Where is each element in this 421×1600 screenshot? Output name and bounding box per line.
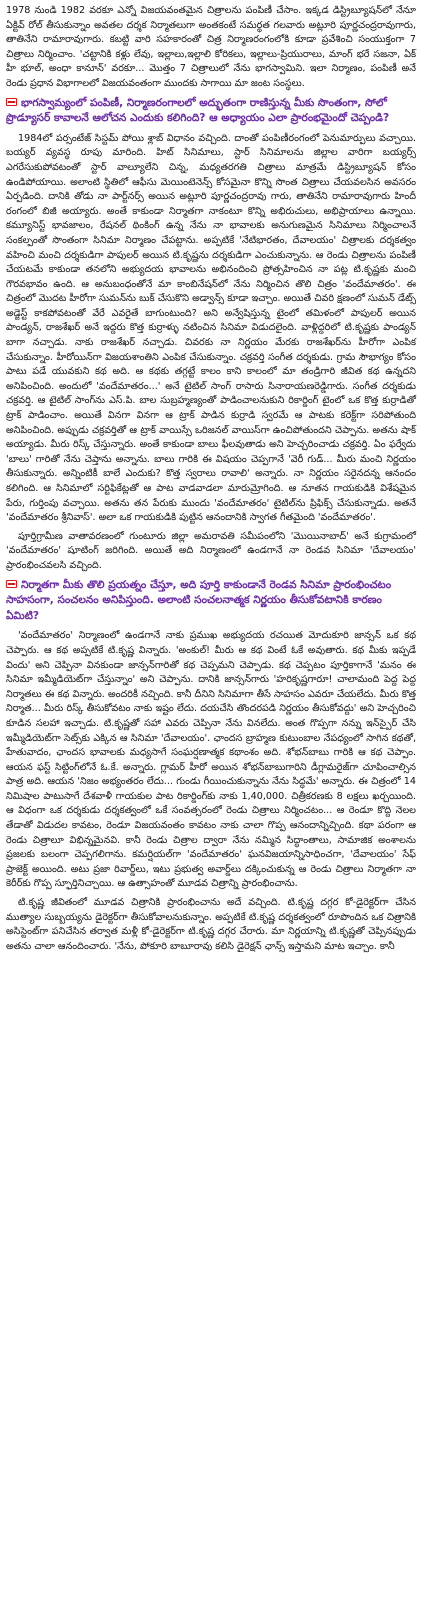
question-text: నిర్మాతగా మీకు తొలి ప్రయత్నం చేస్తూ, అది పూర్తి కాకుండానే రెండవ సినిమా ప్రారంభించటం సాహసంగా, సంచలనం అనిపిస్తుంది. అలాంటి సంచలనాత్మక నిర్ణయం తీసుకోవటానికి కారణం ఏమిటి? xyxy=(6,578,392,622)
article-paragraph: టి.కృష్ణ జీవితంలో మూడవ చిత్రానికి ప్రారంభించాను అదే వచ్చింది. టి.కృష్ణ దగ్గర కో-డైరెక్టర్‌గా చేసిన ముత్యాల సుబ్బయ్యను డైరెక్టర్‌గా తీసుకోవాలనుకున్నాం. అప్పటికే టి.కృష్ణ దర్శకత్వంలో రూపొందిన ఒక చిత్రానికి అసిస్టెంట్‌గా పనిచేసిన తర్వాత మళ్లీ కో-డైరెక్టర్‌గా టి.కృష్ణ దగ్గర చేరారు. మా నిర్ణయాన్ని టి.కృష్ణతో చెప్పినప్పుడు అతను చాలా ఆనందించారు. 'నేను, పోకూరి బాబూరావు కలిసి డైరెక్షన్ ఛాన్స్ ఇస్తామని మాట ఇచ్చాం. కానీ xyxy=(6,897,416,952)
article-paragraph: పూర్తిగ్రామీణ వాతావరణంలో గుంటూరు జిల్లా అమరావతి సమీపంలోని 'మొయినాబాద్' అనే కుగ్రామంలో 'వందేమాతరం' షూటింగ్ జరిగింది. అయితే అది నిర్మాణంలో ఉండగానే నా రెండవ సినిమా 'దేవాలయం' ప్రారంభించవలసి వచ్చింది. xyxy=(6,530,416,571)
red-rectangle-icon xyxy=(6,580,17,588)
article-paragraph: 1978 నుండి 1982 వరకూ ఎన్నో విజయవంతమైన చిత్రాలను పంపిణీ చేసాం. ఇక్కడ డిస్ట్రిబ్యూషన్‌లో నేనూ ఏక్టివ్ రోల్ తీసుకున్నాం అవతల దర్శక నిర్మాతలుగా అంతకంటే సమర్థత గలవారు అట్లూరి పూర్ణచంద్రరావుగారు, తాతినేని రామారావుగారు. కబట్టి వారి సహకారంతో చిత్ర నిర్మాణరంగంలోకి కూడా ప్రవేశించి సంయుక్తంగా 7 చిత్రాలు నిర్మించాం. 'చట్టానికి కళ్లు లేవు, ఇల్లాలు,ఇల్లాలి కోరికలు, ఇల్లాలు-ప్రియురాలు, మాంగ్ భరే సజనా, ఏక్ హీ భూల్, అంధా కానూన్' వరకూ... మొత్తం 7 చిత్రాలులో నేను భాగస్వామిని. ఇలా నిర్మాణం, పంపిణీ అనే రెండు ప్రధాన విభాగాలలో విజయవంతంగా ముందకు సాగాయి మా జంట సంస్థలు. xyxy=(6,5,416,89)
article-paragraph: 'వందేమాతరం' నిర్మాణంలో ఉండగానే నాకు ప్రముఖ అభ్యుదయ రచయిత మోదుకూరి జాన్సన్ ఒక కథ చెప్పారు. ఆ కథ అప్పటికే టి.కృష్ణ విన్నారు. 'అంకుల్! మీరు ఆ కథ వింటే ఓకే అవుతారు. కథ మీకు ఇప్పడే విందు' అని చెప్పినా వినకుండా జాన్సన్‌గారితో కథ చెప్పమని చెప్పాడు. కథ చెప్పటం పూర్తికాగానే 'మనం ఈ సినిమా ఇమ్మీడియెట్‌గా చేస్తున్నాం' అని చెప్పాను. దానికి జాన్సన్‌గారు 'హరికృష్ణగారూ! చాలామంది పెద్ద పెద్ద నిర్మాతలు ఈ కథ విన్నారు. అందరికీ నచ్చింది. కానీ దీనిని సినిమాగా తీసే సాహసం ఎవరూ చేయలేదు. మీరు కొత్త నిర్మాత... మీరు రిస్క్ తీసుకోవటం నాకు ఇష్టం లేదు. దయచేసి తొందరపడి నిర్ణయం తీసుకోవద్దు' అని హెచ్చరించి కూడిన సలహా ఇచ్చాడు. టి.కృష్ణతో సహా ఎవరు చెప్పినా నేను వినలేదు. అంత గొప్పగా నన్ను ఇన్‌స్పైర్ చేసి ఇమ్మీడియెట్‌గా సెట్స్‌కు ఎక్కిన ఆ సినిమా 'దేవాలయం'. ఛాందస బ్రాహ్మణ కుటుంబాల నేపధ్యంలో సాగిన కథతో, హేతువాదం, ఛాందస భావాలకు మధ్యసాగే సంఘర్షణాత్మక కథాంశం అది. శోభన్‌బాబు గారికి ఆ కథ చెప్పాం. ఆయన ఫస్ట్ సిట్టింగ్‌లోనే ఓ.కే. అన్నారు. గ్లామర్ హీరో అయిన శోభన్‌బాబుగారిని డీగ్లామరైజ్‌గా చూపించాల్సిన పాత్ర అది. ఆయన 'నిజం అభ్యంతరం లేదు... గుండు గీయించుకున్నాను నేను సిద్ధమే' అన్నారు. ఈ చిత్రంలో 14 నిమిషాల పాటుసాగే దేశవాళీ గాయకుల పాట రికార్డింగ్‌కు నాకు 1,40,000. చిత్రీకరణకు 8 లక్షలు ఖర్చయింది. ఆ విధంగా ఒక దర్శకుడు దర్శకత్వంలో ఒకే సంవత్సరంలో రెండు చిత్రాలు నిర్మించటం... ఆ రెండూ కొద్ది నెలల తేడాతో విడుదల కావటం, రెండూ విజయవంతం కావటం నాకు చాలా గొప్ప ఆనందాన్నిచ్చింది. కథా పరంగా ఆ రెండు చిత్రాలూ విభిన్నమైనవి. కానీ రెండు చిత్రాల ద్వారా నేను నమ్మిన సిద్ధాంతాలు, సామాజిక అంశాలను ప్రజలకు బలంగా చెప్పగలిగాను. కమర్షియల్‌గా 'వందేమాతరం' ఘనవిజయాన్నిసాధించగా, 'దేవాలయం' సేఫ్ ప్రాజెక్ట్ అయింది. అటు ప్రజా రివార్డ్‌లు, ఇటు ప్రభుత్వ అవార్డ్‌లు దక్కించుకున్న ఆ రెండు చిత్రాలు నిర్మాతగా నా కెరీర్‌కు గొప్ప స్ఫూర్తినిచ్చాయి. ఆ ఉత్సాహంతో మూడవ చిత్రాన్ని ప్రారంభించాను. xyxy=(6,630,416,890)
interview-question xyxy=(6,578,416,625)
question-text: భాగస్వామ్యంలో పంపిణీ, నిర్మాణరంగాలలో అద్భుతంగా రాణిస్తున్న మీకు సొంతంగా, సోలో ప్రొడ్యూసర్ కావాలనే ఆలోచన ఎందుకు కలిగింది? ఆ అధ్యాయం ఎలా ప్రారంభమైందో చెప్పండి? xyxy=(6,96,390,125)
red-rectangle-icon xyxy=(6,98,17,106)
interview-question xyxy=(6,96,416,127)
article-paragraph: 1984లో పర్సంటేజ్ సిస్టమ్ పోయి శ్లాబ్ విధానం వచ్చింది. దాంతో పంపిణీరంగంలో పెనుమార్పులు వచ్చాయి. బయ్యర్ వ్యవస్థ రూపు మారింది. హిట్ సినిమాలు, స్టార్ సినిమాలను జిల్లాల వారిగా బయ్యర్స్ ఎగరేసుకుపోవటంతో స్టార్ వాల్యూలేని చిన్న, మధ్యతరగతి చిత్రాలు మాత్రమే డిస్ట్రిబ్యూషన్ కోసం ఉండిపోయాయి. అలాంటి స్థితిలో ఆఫీసు మెయింటెనెన్స్ కోసమైనా కొన్ని సొంత చిత్రాలు చేయవలసిన అవసరం ఏర్పడింది. దానికి తోడు నా పార్ట్‌నర్స్ అయిన అట్లూరి పూర్ణచంద్రరావు గారు, తాతినేని రామారావుగారు హిందీ రంగంలో బిజీ అయ్యారు. అంతే కాకుండా నిర్మాతగా నాకంటూ కొన్ని అభిరుచులు, అభిప్రాయాలు ఉన్నాయి. కమ్యూనిస్ట్ భావజాలం, రేషనల్ థింకింగ్ ఉన్న నేను నా భావాలకు అనుగుణమైన సినిమాలు నిర్మించాలనే సంకల్పంతో సొంతంగా సినిమా నిర్మాణం చేపట్టాను. అప్పటికే 'నేటిభారతం, దేవాలయం' చిత్రాలకు దర్శకత్వం వహించి మంచి దర్శకుడిగా పాపులర్ అయిన టి.కృష్ణను దర్శకుడిగా ఎంచుకున్నాను. ఆ రెండు చిత్రాలను పంపిణీ చేయటమే కాకుండా తనలోని అభ్యుదయ భావాలను అభినందించి ప్రోత్సహించిన నా పట్ల టి.కృష్ణకు మంచి గౌరవభావం ఉంది. ఆ అనుబంధంతోనే మా కాంబినేషన్‌లో నేను నిర్మించిన తొలి చిత్రం 'వందేమాతరం'. ఈ చిత్రంలో మొదట హీరోగా సుమన్‌ను బుక్ చేసుకొని అడ్వాన్స్ కూడా ఇచ్చాం. అయితే చివరి క్షణంలో సుమన్ డేట్స్ అడ్జెస్ట్ కాకపోవటంతో వేరే ఎవరైతే బాగుంటుంది? అని అన్వేషిస్తున్న టైంలో తమిళంలో పాపులర్ అయిన పాండ్యన్, రాజశేఖర్ అనే ఇద్దరు కొత్త కుర్రాళ్ళు నటించిన సినిమా విడుదలైంది. వాళ్లిద్దరిలో టి.కృష్ణకు పాండ్యన్ బాగా నచ్చాడు. నాకు రాజశేఖర్ నచ్చాడు. చివరకు నా నిర్ణయం మేరకు రాజశేఖర్‌ను హీరోగా ఎంపిక చేసుకున్నాం. హీరోయిన్‌గా విజయశాంతిని ఎంపిక చేసుకున్నాం. చక్రవర్తి సంగీత దర్శకుడు. గ్రామ సౌభాగ్యం కోసం పాటు పడే యువకుని కథ అది. ఆ కథకు తగ్గట్టే కాలం కాని కాలంలో మా తండ్రిగారి జీవిత కథ ఉన్నదని అనిపించింది. అందులో 'వందేమాతరం...' అనే టైటిల్ సాంగ్ రాసారు సినారాయణరెడ్డిగారు. సంగీత దర్శకుడు చక్రవర్తి. ఆ టైటిల్ సాంగ్‌ను ఎస్.పి. బాల సుబ్రహ్మణ్యంతో పాడించాలనుకుని రికార్డింగ్ టైంలో ఒక కొత్త కుర్రాడితో ట్రాక్ పాడించాం. అయితే వినగా వినగా ఆ ట్రాక్ పాడిన కుర్రాడి స్వరమే ఆ పాటకు కరెక్ట్‌గా సరిపోతుంది అనిపించింది. అప్పుడు చక్రవర్తితో ఆ ట్రాక్ వాయిస్సే ఒరిజనల్ వాయిస్‌గా ఉంచిపోతుందని చెప్పాను. అతను షాక్ అయ్యాడు. మీరు రిస్క్ చేస్తున్నారు. అంతే కాకుండా బాలు ఫీలవుతాడు అని హెచ్చరించాడు చక్రవర్తి. ఏం ఫర్వేదు 'బాలు' గారితో నేను చెప్తాను అన్నాను. బాలు గారికి ఈ విషయం చెప్పగానే 'వెరీ గుడ్... మీరు మంచి నిర్ణయం తీసుకున్నారు. అన్నింటికీ బాలే ఎందుకు? కొత్త స్వరాలు రావాలి' అన్నారు. నా నిర్ణయం సరైనదన్న ఆనందం కలిగింది. ఆ సినిమాలో సర్టిఫికేట్లతో ఆ పాట వాడవాడలా మారుమ్రోగింది. ఆ నూతన గాయకుడికి విశేషమైన పేరు, గుర్తింపు వచ్చాయి. అతను తన పేరుకు ముందు 'వందేమాతరం' టైటిల్‌ను ప్రిఫిక్స్ చేసుకున్నాడు. అతనే 'వందేమాతరం శ్రీనివాస్'. అలా ఒక గాయకుడికి పుట్టిన ఆనందానికి స్వాగత గీతమైంది 'వందేమాతరం'. xyxy=(6,132,416,524)
